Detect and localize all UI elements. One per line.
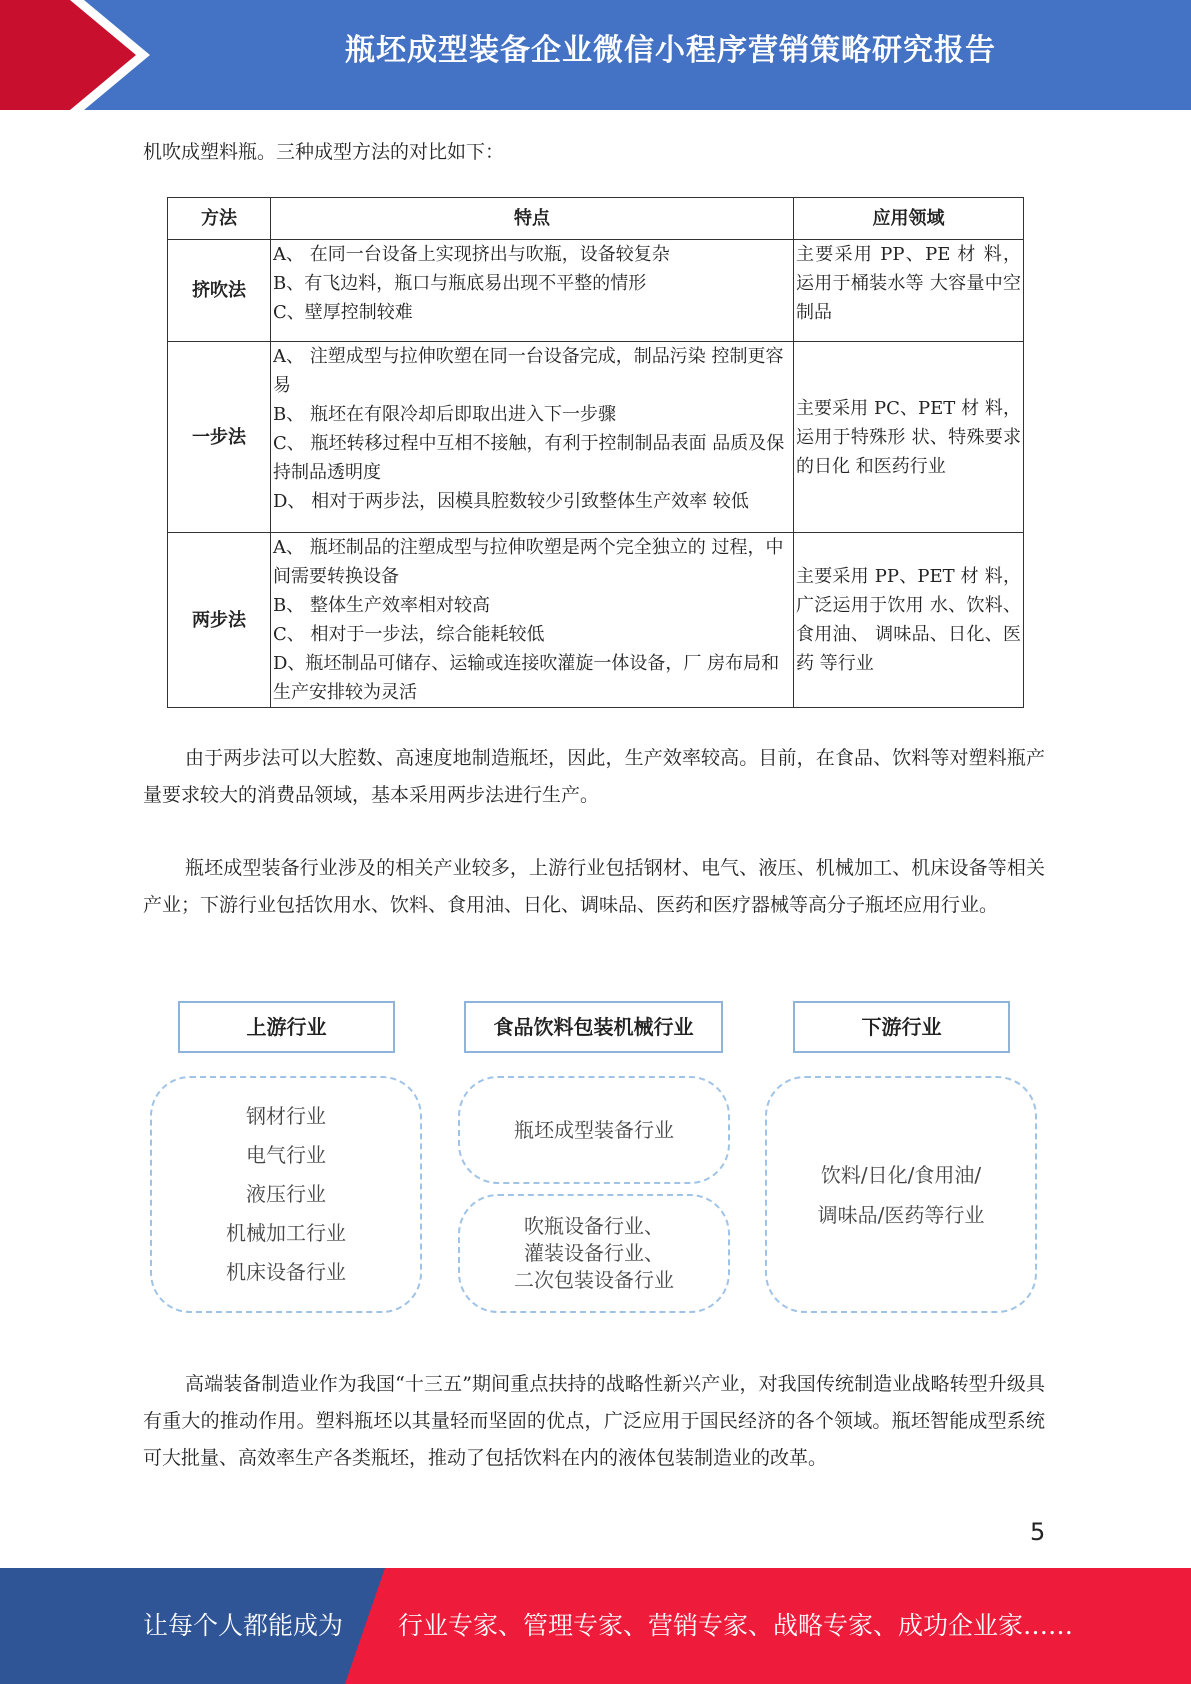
midstream-header: 食品饮料包装机械行业	[464, 1001, 723, 1053]
application-cell: 主要采用 PP、PET 材 料，广泛运用于饮用 水、饮料、食用油、 调味品、日化、医药 等行业	[794, 533, 1024, 708]
paragraph-two-step: 由于两步法可以大腔数、高速度地制造瓶坯，因此，生产效率较高。目前，在食品、饮料等对塑料瓶产量要求较大的消费品领域，基本采用两步法进行生产。	[143, 747, 1045, 806]
table-header-row	[168, 198, 1024, 240]
feature-line: A、 瓶坯制品的注塑成型与拉伸吹塑是两个完全独立的 过程，中间需要转换设备	[273, 537, 784, 587]
list-item: 液压行业	[246, 1182, 326, 1206]
industry-chain-diagram	[148, 998, 1038, 1318]
feature-line: D、瓶坯制品可储存、运输或连接吹灌旋一体设备，厂 房布局和生产安排较为灵活	[273, 653, 780, 703]
paragraph-high-end-equipment: 高端装备制造业作为我国“十三五”期间重点扶持的战略性新兴产业，对我国传统制造业战略转型升级具有重大的推动作用。塑料瓶坯以其量轻而坚固的优点，广泛应用于国民经济的各个领域。瓶坯智能成型系统可大批量、高效率生产各类瓶坯，推动了包括饮料在内的液体包装制造业的改革。	[143, 1373, 1045, 1469]
feature-line: B、 瓶坯在有限冷却后即取出进入下一步骤	[273, 404, 616, 425]
midstream-top-box	[458, 1076, 730, 1184]
feature-line: B、有飞边料，瓶口与瓶底易出现不平整的情形	[273, 273, 647, 294]
table-row	[168, 342, 1024, 533]
features-cell	[271, 342, 794, 533]
header-application: 应用领域	[794, 198, 1024, 240]
feature-line: C、壁厚控制较难	[273, 302, 413, 323]
features-cell	[271, 533, 794, 708]
midstream-bottom-box	[458, 1194, 730, 1313]
header-method: 方法	[168, 198, 271, 240]
footer-slogan-right: 行业专家、管理专家、营销专家、战略专家、成功企业家……	[398, 1611, 1074, 1640]
list-item: 二次包装设备行业	[514, 1268, 674, 1292]
paragraph-industry-chain: 瓶坯成型装备行业涉及的相关产业较多，上游行业包括钢材、电气、液压、机械加工、机床设备等相关产业；下游行业包括饮用水、饮料、食用油、日化、调味品、医药和医疗器械等高分子瓶坯应用行业。	[143, 857, 1045, 916]
list-item: 机床设备行业	[226, 1260, 346, 1284]
header-chevron-icon	[0, 0, 150, 110]
feature-line: C、 相对于一步法，综合能耗较低	[273, 624, 545, 645]
table-row	[168, 533, 1024, 708]
method-cell: 一步法	[168, 342, 271, 533]
application-cell: 主要采用 PC、PET 材 料，运用于特殊形 状、特殊要求的日化 和医药行业	[794, 342, 1024, 533]
method-cell: 挤吹法	[168, 240, 271, 342]
page-header	[0, 0, 1191, 110]
feature-line: C、 瓶坯转移过程中互相不接触，有利于控制制品表面 品质及保持制品透明度	[273, 433, 785, 483]
application-cell: 主要采用 PP、PE 材 料，运用于桶装水等 大容量中空制品	[794, 240, 1024, 342]
list-item: 电气行业	[246, 1143, 326, 1167]
feature-line: B、 整体生产效率相对较高	[273, 595, 490, 616]
list-item: 饮料/日化/食用油/	[820, 1162, 982, 1187]
report-title: 瓶坯成型装备企业微信小程序营销策略研究报告	[345, 33, 996, 68]
list-item: 机械加工行业	[226, 1221, 346, 1245]
upstream-box	[150, 1076, 422, 1313]
page-footer	[0, 1568, 1191, 1684]
downstream-box	[765, 1076, 1037, 1313]
header-features: 特点	[271, 198, 794, 240]
downstream-header: 下游行业	[793, 1001, 1010, 1053]
list-item: 钢材行业	[246, 1104, 326, 1128]
feature-line: D、 相对于两步法，因模具腔数较少引致整体生产效率 较低	[273, 491, 749, 512]
features-cell	[271, 240, 794, 342]
method-cell: 两步法	[168, 533, 271, 708]
list-item: 瓶坯成型装备行业	[514, 1117, 674, 1142]
comparison-table	[167, 197, 1024, 708]
upstream-header: 上游行业	[178, 1001, 395, 1053]
table-row	[168, 240, 1024, 342]
intro-text: 机吹成塑料瓶。三种成型方法的对比如下：	[143, 141, 505, 163]
list-item: 吹瓶设备行业、	[524, 1214, 664, 1238]
feature-line: A、 在同一台设备上实现挤出与吹瓶，设备较复杂	[273, 244, 670, 265]
footer-slogan-left: 让每个人都能成为	[143, 1611, 344, 1640]
list-item: 调味品/医药等行业	[817, 1202, 985, 1227]
feature-line: A、 注塑成型与拉伸吹塑在同一台设备完成，制品污染 控制更容易	[273, 346, 784, 396]
list-item: 灌装设备行业、	[524, 1241, 664, 1265]
page-number: 5	[1030, 1518, 1046, 1546]
